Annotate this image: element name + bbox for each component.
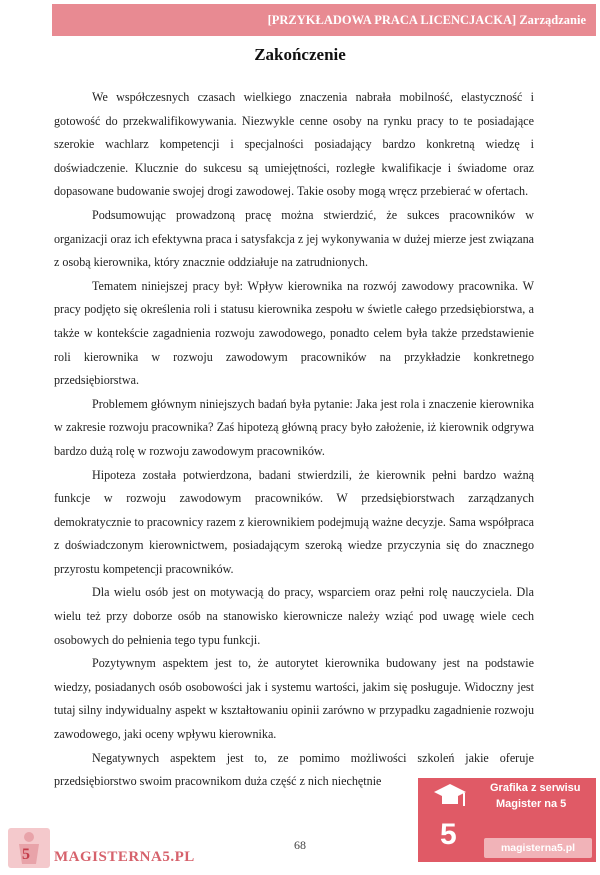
graduate-logo-icon	[8, 828, 50, 868]
paragraph-1: We współczesnych czasach wielkiego znaczenia nabrała mobilność, elastyczność i gotowość do przekwalifikowywania. Niezwykle cenne osoby na rynku pracy to te posiadające szerokie wachlarz kompetencji i specjalności posiadający bardzo konkretną wiedzę i doświadczenie. Klucznie do sukcesu są umiejętności, rozległe kwalifikacje i świadome oraz dopasowane budowanie swojej drogi zawodowej. Takie osoby mogą wręcz przebierać w ofertach.	[54, 90, 534, 199]
promo-url-text: magisterna5.pl	[500, 842, 576, 854]
page-number: 68	[294, 838, 306, 852]
paragraph-8: Negatywnych aspektem jest to, ze pomimo możliwości szkoleń jakie oferuje przedsiębiorstwo swoim pracownikom duża część z nich niechętnie	[54, 750, 534, 789]
promo-line-1: Grafika z serwisu	[490, 782, 581, 794]
logo-digit: 5	[22, 846, 30, 863]
paragraph-5: Hipoteza została potwierdzona, badani stwierdzili, że kierownik pełni bardzo ważną funkcje w rozwoju zawodowym pracowników. W przedsiębiorstwach zarządzanych demokratycznie to pracownicy razem z kierownikiem podejmują ważne decyzje. Sama współpraca z doświadczonym kierownictwem, posiadającym szeroką wiedze przyczynia się do znacznego przyrostu kompetencji pracowników.	[54, 467, 534, 576]
footer-logo-text: MAGISTERNA5.PL	[54, 849, 195, 865]
paragraph-6: Dla wielu osób jest on motywacją do pracy, wsparciem oraz pełni rolę nauczyciela. Dla wielu też przy doborze osób na stanowisko kierownicze należy wziąć pod uwagę wiele cech osobowych do pełnienia tego typu funkcji.	[54, 585, 534, 647]
header-title: [PRZYKŁADOWA PRACA LICENCJACKA] Zarządzanie	[267, 13, 586, 27]
document-header-banner	[52, 4, 596, 36]
footer-logo[interactable]	[8, 828, 195, 868]
document-body	[54, 86, 534, 794]
page-title: Zakończenie	[254, 45, 346, 64]
promo-big-digit: 5	[440, 818, 457, 851]
paragraph-4: Problemem głównym niniejszych badań była pytanie: Jaka jest rola i znaczenie kierownika w zakresie rozwoju pracownika? Zaś hipotezą główną pracy było założenie, iż kierownik odgrywa bardzo dużą rolę w rozwoju zawodowym pracowników.	[54, 396, 534, 458]
promo-url[interactable]	[484, 838, 592, 858]
graduation-cap-icon	[432, 782, 468, 816]
paragraph-2: Podsumowując prowadzoną pracę można stwierdzić, że sukces pracowników w organizacji oraz ich efektywna praca i satysfakcja z jej wykonywania w dużej mierze jest związana z osobą kierownika, który znacznie oddziałuje na zatrudnionych.	[54, 207, 534, 270]
promo-line-2: Magister na 5	[496, 798, 567, 810]
paragraph-7: Pozytywnym aspektem jest to, że autorytet kierownika budowany jest na podstawie wiedzy, posiadanych osób osobowości jak i systemu wartości, jakim się posługuje. Widoczny jest tutaj silny indywidualny aspekt w kształtowaniu opinii zarówno w przypadku zagadnienie rozwoju zawodowego, jaki oceny wpływu kierownika.	[54, 656, 534, 742]
promo-banner[interactable]	[418, 778, 596, 862]
paragraph-3: Tematem niniejszej pracy był: Wpływ kierownika na rozwój zawodowy pracownika. W pracy podjęto się określenia roli i statusu kierownika zespołu w świetle całego przedsiębiorstwa, a także w kontekście zagadnienia rozwoju zawodowego, ponadto celem była także przedstawienie roli kierownika w rozwoju zawodowym pracowników na przykładzie konkretnego przedsiębiorstwa.	[54, 278, 534, 388]
